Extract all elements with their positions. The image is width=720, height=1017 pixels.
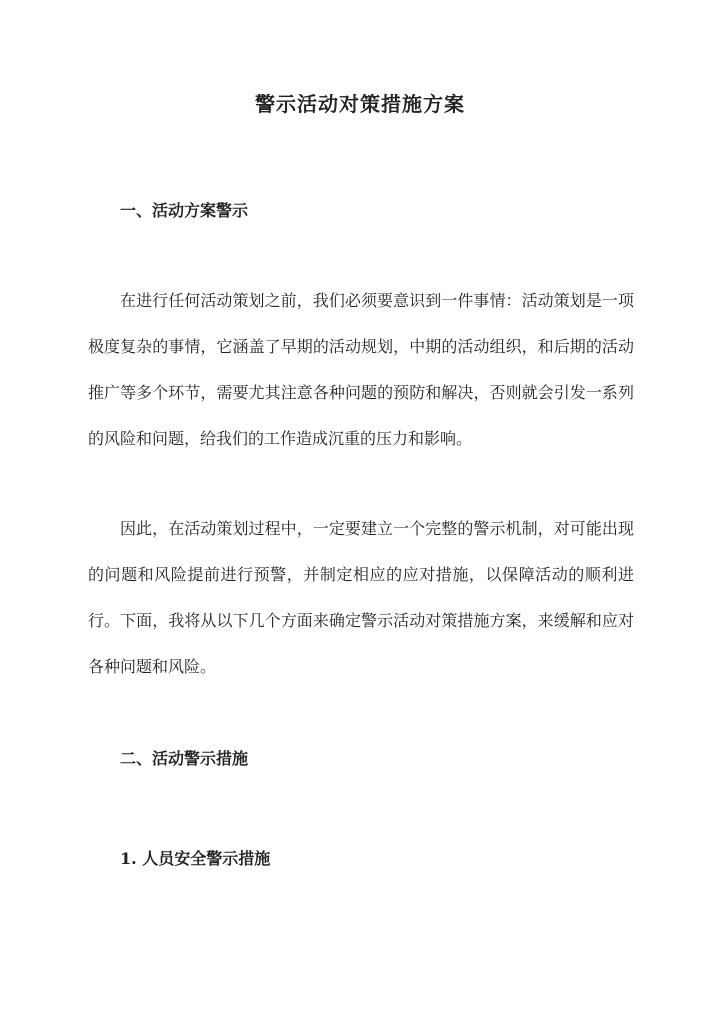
section-heading-1: 一、活动方案警示 — [120, 201, 249, 220]
paragraph-2: 因此，在活动策划过程中，一定要建立一个完整的警示机制，对可能出现的问题和风险提前进行预警，并制定相应的应对措施，以保障活动的顺利进行。下面，我将从以下几个方面来确定警示活动对策措施方案，来缓解和应对各种问题和风险。 — [88, 519, 634, 676]
section-heading-2: 二、活动警示措施 — [120, 749, 249, 768]
subsection-heading-1: 1. 人员安全警示措施 — [120, 849, 271, 868]
paragraph-1: 在进行任何活动策划之前，我们必须要意识到一件事情：活动策划是一项极度复杂的事情，它涵盖了早期的活动规划，中期的活动组织，和后期的活动推广等多个环节，需要尤其注意各种问题的预防和解决，否则就会引发一系列的风险和问题，给我们的工作造成沉重的压力和影响。 — [88, 291, 634, 448]
document-title: 警示活动对策措施方案 — [255, 92, 465, 116]
